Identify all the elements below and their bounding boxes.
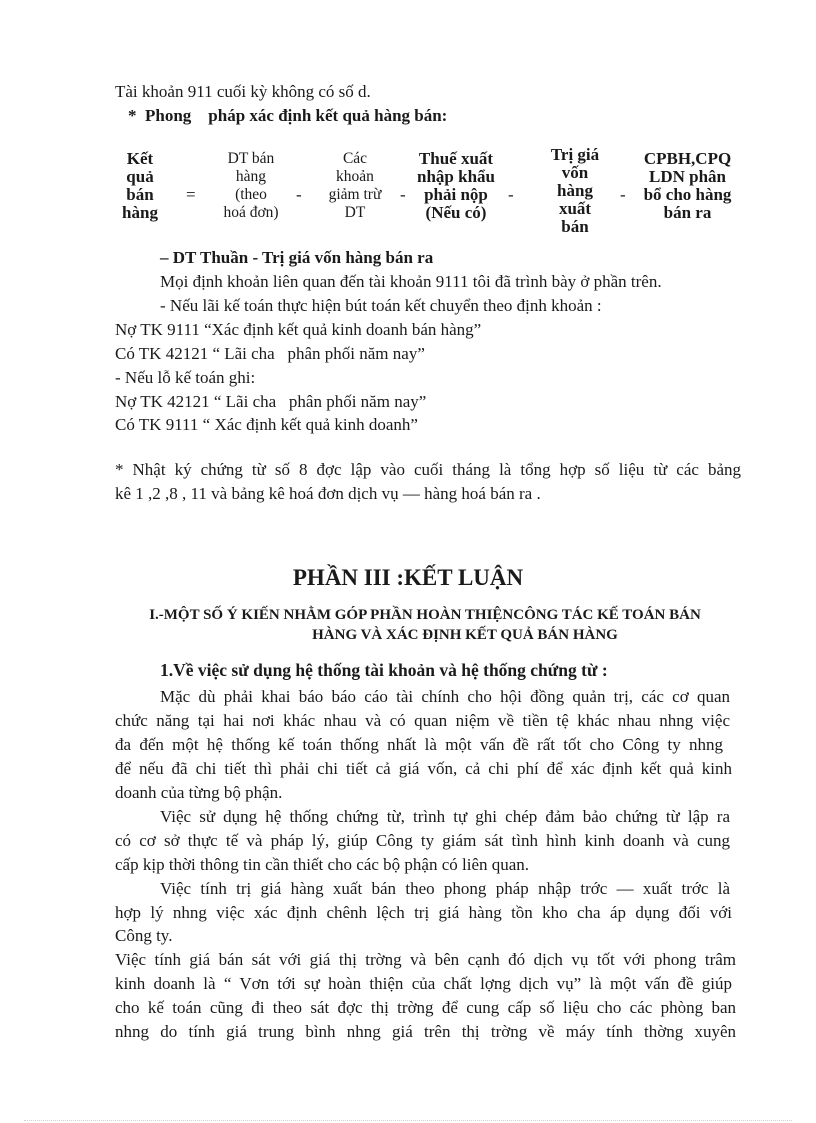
formula-term-cost: Trị giá vốn hàng xuất bán	[550, 145, 600, 236]
formula-minus: -	[400, 185, 406, 204]
formula-term-expenses: CPBH,CPQ LDN phân bổ cho hàng bán ra	[643, 149, 732, 222]
formula-note: – DT Thuần - Trị giá vốn hàng bán ra	[160, 248, 434, 267]
journal-note-line: * Nhật ký chứng từ số 8 đợc lập vào cuối tháng là tổng hợp số liệu từ các bảng	[115, 460, 741, 479]
formula-minus: -	[296, 185, 302, 204]
formula-minus: -	[620, 185, 626, 204]
entry-line: Có TK 9111 “ Xác định kết quả kinh doanh”	[115, 415, 418, 434]
text-line: - Nếu lãi kế toán thực hiện bút toán kết chuyển theo định khoản :	[160, 296, 602, 315]
body-line: nhng do tính giá trung bình nhng giá trên thị trờng về máy tính thờng xuyên	[115, 1022, 736, 1041]
body-line: Việc tính giá bán sát với giá thị trờng và bên cạnh đó dịch vụ tốt với phong trâm	[115, 950, 736, 969]
body-line: Công ty.	[115, 926, 173, 945]
section-title: I.-MỘT SỐ Ý KIẾN NHẰM GÓP PHẦN HOÀN THIỆNCÔNG TÁC KẾ TOÁN BÁN	[149, 607, 701, 623]
body-line: Mặc dù phải khai báo báo cáo tài chính cho hội đồng quản trị, các cơ quan	[160, 687, 730, 706]
result-formula	[110, 146, 750, 238]
body-line: Việc sử dụng hệ thống chứng từ, trình tự ghi chép đảm bảo chứng từ lập ra	[160, 807, 730, 826]
entry-line: Nợ TK 42121 “ Lãi cha phân phối năm nay”	[115, 392, 427, 411]
formula-term-revenue: DT bán hàng (theo hoá đơn)	[223, 150, 279, 221]
section-title: HÀNG VÀ XÁC ĐỊNH KẾT QUẢ BÁN HÀNG	[312, 627, 618, 643]
body-line: cấp kịp thời thông tin cần thiết cho các bộ phận có liên quan.	[115, 855, 530, 874]
method-heading: * Phong pháp xác định kết quả hàng bán:	[128, 106, 448, 125]
body-line: có cơ sở thực tế và pháp lý, giúp Công ty giám sát tình hình kinh doanh và cung	[115, 831, 730, 850]
body-line: đa đến một hệ thống kế toán thống nhất là một vấn đề rất tốt cho Công ty nhng	[115, 735, 723, 754]
body-line: doanh của từng bộ phận.	[115, 783, 283, 802]
formula-term-result: Kết quả bán hàng	[122, 149, 158, 222]
body-line: cho kế toán cũng đi theo sát đợc thị trờng để cung cấp số liệu cho các phòng ban	[115, 998, 736, 1017]
body-line: để nếu đã chi tiết thì phải chi tiết cả giá vốn, cả chi phí để xác định kết quả kinh	[115, 759, 732, 778]
body-line: kinh doanh là “ Vơn tới sự hoàn thiện của chất lợng dịch vụ” là một vấn đề giúp	[115, 974, 732, 993]
formula-term-deductions: Các khoản giảm trừ DT	[328, 150, 382, 221]
formula-term-tax: Thuế xuất nhập khẩu phải nộp (Nếu có)	[417, 149, 495, 222]
body-line: Việc tính trị giá hàng xuất bán theo phong pháp nhập trớc — xuất trớc là	[160, 879, 730, 898]
text-line: Mọi định khoản liên quan đến tài khoản 9111 tôi đã trình bày ở phần trên.	[160, 272, 662, 291]
entry-line: Nợ TK 9111 “Xác định kết quả kinh doanh bán hàng”	[115, 320, 482, 339]
body-line: chức năng tại hai nơi khác nhau và có quan niệm về tiền tệ khác nhau nhng việc	[115, 711, 730, 730]
part-title: PHẦN III :KẾT LUẬN	[292, 565, 524, 590]
formula-minus: -	[508, 185, 514, 204]
entry-line: - Nếu lỗ kế toán ghi:	[115, 368, 256, 387]
journal-note-line: kê 1 ,2 ,8 , 11 và bảng kê hoá đơn dịch vụ — hàng hoá bán ra .	[115, 484, 541, 503]
text-line: Tài khoản 911 cuối kỳ không có số d.	[115, 82, 371, 101]
entry-line: Có TK 42121 “ Lãi cha phân phối năm nay”	[115, 344, 425, 363]
body-line: hợp lý nhng việc xác định chênh lệch trị giá hàng tồn kho cha áp dụng đối với	[115, 903, 732, 922]
subsection-title: 1.Về việc sử dụng hệ thống tài khoản và hệ thống chứng từ :	[160, 660, 608, 680]
footer-divider	[24, 1120, 792, 1121]
formula-equals: =	[186, 185, 196, 204]
